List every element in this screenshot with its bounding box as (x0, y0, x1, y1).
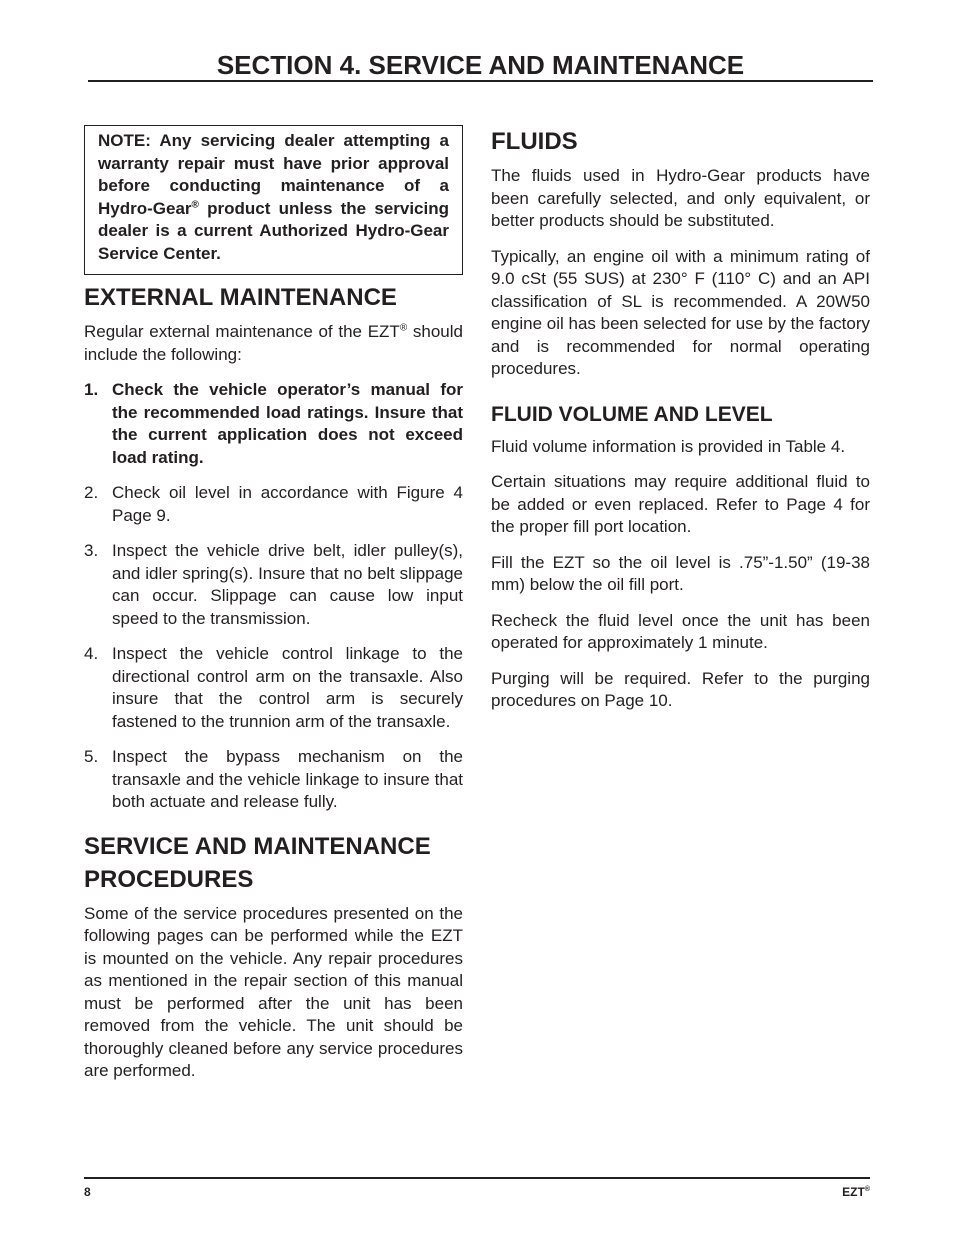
list-item (84, 643, 463, 733)
list-item-text: Inspect the vehicle control linkage to the directional control arm on the transaxle. Also insure that the control arm is securely fastened to the trunnion arm of the transaxle. (112, 644, 463, 731)
intro-part1: Regular external maintenance of the EZT (84, 322, 400, 341)
fluid-volume-paragraph: Fill the EZT so the oil level is .75”-1.50” (19-38 mm) below the oil fill port. (491, 552, 870, 594)
page-number: 8 (84, 1185, 91, 1199)
fluid-volume-paragraph: Certain situations may require additional fluid to be added or even replaced. Refer to Page 4 for the proper fill port location. (491, 472, 870, 536)
list-item (84, 379, 463, 469)
fluid-volume-paragraph: Fluid volume information is provided in Table 4. (491, 436, 846, 456)
list-item-number: 4. (84, 644, 99, 663)
footer-product-name: EZT (842, 1185, 865, 1199)
fluid-volume-heading: FLUID VOLUME AND LEVEL (491, 402, 773, 426)
footer-rule (84, 1177, 870, 1179)
external-maintenance-intro (84, 321, 463, 366)
list-item-text: Inspect the bypass mechanism on the transaxle and the vehicle linkage to insure that both actuate and release fully. (112, 747, 463, 811)
section-title: SECTION 4. SERVICE AND MAINTENANCE (88, 50, 873, 82)
registered-mark: ® (399, 322, 408, 334)
procedures-heading: SERVICE AND MAINTENANCE PROCEDURES (84, 832, 431, 893)
list-item (84, 540, 463, 630)
maintenance-list (84, 379, 463, 814)
list-item-text: Check oil level in accordance with Figure 4 Page 9. (112, 483, 463, 525)
footer-product (842, 1185, 870, 1199)
fluids-paragraph-2: Typically, an engine oil with a minimum rating of 9.0 cSt (55 SUS) at 230° F (110° C) and an API classification of SL is recommended. A 20W50 engine oil has been selected for use by the factory and is recommended for normal operating procedures. (491, 246, 870, 378)
list-item-number: 3. (84, 541, 99, 560)
procedures-text: Some of the service procedures presented on the following pages can be performed while the EZT is mounted on the vehicle. Any repair procedures as mentioned in the repair section of this manual must be performed after the unit has been removed from the vehicle. The unit should be thoroughly cleaned before any service procedures are performed. (84, 903, 463, 1080)
note-text-part1: NOTE: Any servicing dealer attempting a warranty repair must have prior approval before conducting maintenance of a Hydro-Gear (98, 131, 449, 218)
list-item-number: 1. (84, 380, 99, 399)
left-column (84, 125, 463, 1083)
registered-mark: ® (864, 1186, 870, 1193)
note-text-part2: product unless the servicing dealer is a current Authorized Hydro-Gear Service Center. (98, 198, 449, 263)
fluid-volume-paragraph: Purging will be required. Refer to the purging procedures on Page 10. (491, 668, 870, 710)
intro-part2: should include the following: (84, 322, 463, 364)
list-item (84, 482, 463, 527)
list-item (84, 746, 463, 814)
fluid-volume-paragraph: Recheck the fluid level once the unit has been operated for approximately 1 minute. (491, 610, 870, 652)
fluids-heading: FLUIDS (491, 128, 578, 155)
fluids-paragraph-1: The fluids used in Hydro-Gear products have been carefully selected, and only equivalent, or better products should be substituted. (491, 166, 870, 230)
external-maintenance-heading: EXTERNAL MAINTENANCE (84, 284, 397, 311)
list-item-number: 5. (84, 747, 99, 766)
list-item-text: Inspect the vehicle drive belt, idler pulley(s), and idler spring(s). Insure that no belt slippage can occur. Slippage can cause low input speed to the transmission. (112, 541, 463, 628)
list-item-number: 2. (84, 483, 99, 502)
note-box (84, 125, 463, 275)
right-column (491, 125, 870, 713)
registered-mark: ® (191, 198, 199, 210)
list-item-text: Check the vehicle operator’s manual for the recommended load ratings. Insure that the current application does not exceed load rating. (112, 380, 463, 467)
